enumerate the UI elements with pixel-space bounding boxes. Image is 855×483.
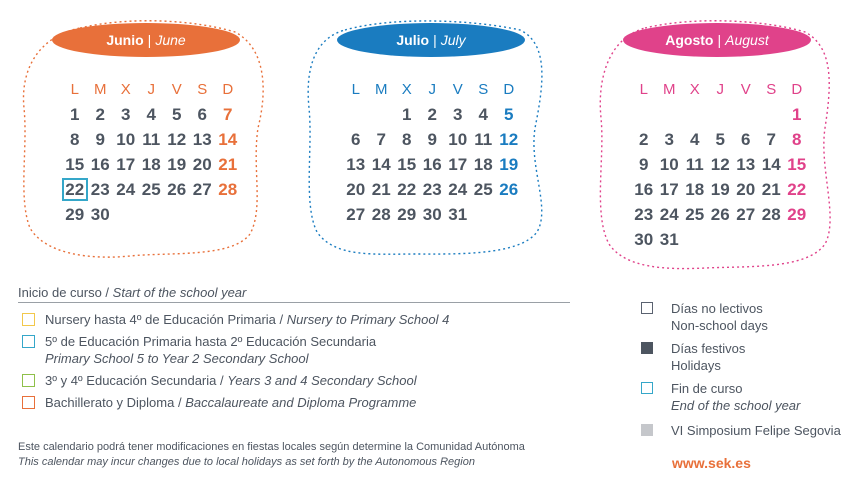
day-cell: 17 xyxy=(116,155,136,174)
day-cell: 9 xyxy=(95,130,105,149)
day-cell: 7 xyxy=(376,130,386,149)
day-cell: 22 xyxy=(787,180,807,199)
day-cell: 5 xyxy=(504,105,514,124)
legend xyxy=(18,285,570,416)
day-cell: 11 xyxy=(685,155,704,174)
empty-cell xyxy=(657,103,683,126)
day-cell: 31 xyxy=(659,230,679,249)
august-grid xyxy=(631,78,810,251)
weekday-header: S xyxy=(766,81,777,98)
day-cell: 15 xyxy=(65,155,85,174)
weekday-header: X xyxy=(401,81,412,98)
day-cell: 27 xyxy=(736,205,756,224)
june-header xyxy=(52,23,240,57)
footnote-en: This calendar may incur changes due to local holidays as set forth by the Autonomous Region xyxy=(18,456,475,468)
day-cell: 10 xyxy=(659,155,679,174)
weekday-header: M xyxy=(375,81,388,98)
day-cell: 19 xyxy=(710,180,730,199)
day-cell: 18 xyxy=(685,180,705,199)
day-cell: 29 xyxy=(787,205,807,224)
july-header xyxy=(337,23,525,57)
day-cell: 23 xyxy=(422,180,442,199)
day-cell: 25 xyxy=(685,205,705,224)
weekday-header: S xyxy=(478,81,489,98)
day-cell: 13 xyxy=(192,130,212,149)
weekday-header: V xyxy=(171,81,182,98)
empty-cell xyxy=(733,103,759,126)
day-cell: 28 xyxy=(218,180,238,199)
day-cell: 2 xyxy=(427,105,437,124)
day-cell: 16 xyxy=(90,155,110,174)
day-cell: 28 xyxy=(761,205,781,224)
empty-cell xyxy=(343,103,369,126)
day-cell: 2 xyxy=(95,105,105,124)
weekday-header: D xyxy=(791,81,803,98)
weekday-header: L xyxy=(70,81,79,98)
day-cell: 27 xyxy=(346,205,366,224)
calendar-july xyxy=(305,18,555,258)
day-cell: 13 xyxy=(346,155,366,174)
weekday-header: J xyxy=(147,81,155,98)
footnote-es: Este calendario podrá tener modificaciones en fiestas locales según determine la Comunidad Autónoma xyxy=(18,441,525,453)
day-type-keys xyxy=(641,300,841,445)
august-sep: | xyxy=(717,32,722,48)
day-cell: 3 xyxy=(664,130,674,149)
yellow-square-icon xyxy=(22,313,35,326)
green-square-icon xyxy=(22,374,35,387)
day-cell: 9 xyxy=(639,155,649,174)
day-cell: 10 xyxy=(448,130,468,149)
day-cell: 17 xyxy=(448,155,468,174)
day-cell: 3 xyxy=(453,105,463,124)
day-cell: 11 xyxy=(474,130,493,149)
day-cell: 16 xyxy=(634,180,654,199)
day-cell: 6 xyxy=(741,130,751,149)
day-cell: 21 xyxy=(218,155,238,174)
legend-item-en: Primary School 5 to Year 2 Secondary School xyxy=(45,351,309,366)
key-en: End of the school year xyxy=(671,398,801,413)
day-cell: 1 xyxy=(792,105,802,124)
key-es: Fin de curso xyxy=(671,381,743,396)
day-cell: 25 xyxy=(141,180,161,199)
footnote xyxy=(18,440,525,470)
day-cell: 26 xyxy=(167,180,187,199)
day-cell: 4 xyxy=(478,105,488,124)
day-cell: 19 xyxy=(499,155,519,174)
day-cell: 8 xyxy=(402,130,412,149)
blue-square-icon xyxy=(22,335,35,348)
orange-square-icon xyxy=(22,396,35,409)
day-cell: 8 xyxy=(70,130,80,149)
june-sep: | xyxy=(147,32,152,48)
blue-outline-square-icon xyxy=(641,382,653,394)
key-end-of-year xyxy=(641,380,841,414)
day-cell: 26 xyxy=(499,180,519,199)
legend-item-es: Nursery hasta 4º de Educación Primaria / xyxy=(45,312,284,327)
legend-title-es: Inicio de curso / xyxy=(18,285,110,300)
june-grid xyxy=(62,78,241,226)
day-cell: 20 xyxy=(192,155,212,174)
day-cell: 30 xyxy=(422,205,442,224)
august-es: Agosto xyxy=(665,32,714,48)
weekday-header: D xyxy=(222,81,234,98)
day-cell: 22 xyxy=(397,180,417,199)
day-cell: 7 xyxy=(223,105,233,124)
day-cell: 5 xyxy=(172,105,182,124)
weekday-header: D xyxy=(503,81,515,98)
calendar-august xyxy=(595,18,845,273)
june-en: June xyxy=(155,32,186,48)
day-cell: 29 xyxy=(65,205,85,224)
day-cell: 29 xyxy=(397,205,417,224)
july-grid xyxy=(343,78,522,226)
august-en: August xyxy=(725,32,769,48)
day-cell: 19 xyxy=(167,155,187,174)
day-cell: 20 xyxy=(736,180,756,199)
day-cell: 5 xyxy=(715,130,725,149)
day-cell: 21 xyxy=(761,180,781,199)
key-es: Días no lectivos xyxy=(671,301,763,316)
day-cell: 14 xyxy=(761,155,781,174)
day-cell: 8 xyxy=(792,130,802,149)
grey-square-icon xyxy=(641,424,653,436)
day-cell: 12 xyxy=(499,130,519,149)
day-cell: 23 xyxy=(634,205,654,224)
day-cell: 31 xyxy=(448,205,468,224)
weekday-header: M xyxy=(94,81,107,98)
day-cell: 11 xyxy=(142,130,161,149)
day-cell: 4 xyxy=(146,105,156,124)
calendar-june xyxy=(20,18,270,258)
july-sep: | xyxy=(433,32,437,48)
day-cell: 10 xyxy=(116,130,136,149)
day-cell: 24 xyxy=(116,180,136,199)
weekday-header: J xyxy=(428,81,436,98)
filled-square-icon xyxy=(641,342,653,354)
key-non-school xyxy=(641,300,841,334)
day-cell: 1 xyxy=(70,105,80,124)
empty-cell xyxy=(708,103,734,126)
day-cell: 12 xyxy=(167,130,187,149)
day-cell: 17 xyxy=(659,180,679,199)
legend-title-en: Start of the school year xyxy=(112,285,247,300)
day-cell: 18 xyxy=(473,155,493,174)
legend-item-en: Nursery to Primary School 4 xyxy=(286,312,450,327)
weekday-header: L xyxy=(351,81,360,98)
key-holidays xyxy=(641,340,841,374)
august-header xyxy=(623,23,811,57)
legend-item-primary5 xyxy=(18,333,570,367)
day-cell: 30 xyxy=(634,230,654,249)
day-cell: 16 xyxy=(422,155,442,174)
website-link[interactable]: www.sek.es xyxy=(672,455,751,471)
day-cell: 6 xyxy=(197,105,207,124)
weekday-header: J xyxy=(716,81,724,98)
day-cell: 27 xyxy=(192,180,212,199)
june-es: Junio xyxy=(106,32,144,48)
legend-item-secondary3 xyxy=(18,372,570,389)
day-cell: 6 xyxy=(351,130,361,149)
key-es: VI Simposium Felipe Segovia xyxy=(671,423,841,438)
weekday-header: X xyxy=(689,81,700,98)
legend-item-es: Bachillerato y Diploma / xyxy=(45,395,182,410)
day-cell: 7 xyxy=(766,130,776,149)
empty-cell xyxy=(759,103,785,126)
day-cell: 4 xyxy=(690,130,700,149)
legend-item-en: Baccalaureate and Diploma Programme xyxy=(185,395,417,410)
empty-cell xyxy=(682,103,708,126)
july-es: Julio xyxy=(396,32,430,48)
day-cell: 9 xyxy=(427,130,437,149)
weekday-header: X xyxy=(120,81,131,98)
legend-item-en: Years 3 and 4 Secondary School xyxy=(227,373,417,388)
weekday-header: V xyxy=(740,81,751,98)
legend-title xyxy=(18,285,570,303)
legend-item-es: 3º y 4º Educación Secundaria / xyxy=(45,373,224,388)
weekday-header: M xyxy=(663,81,676,98)
day-cell: 30 xyxy=(90,205,110,224)
outline-square-icon xyxy=(641,302,653,314)
day-cell: 2 xyxy=(639,130,649,149)
day-cell: 12 xyxy=(710,155,730,174)
empty-cell xyxy=(631,103,657,126)
legend-item-baccalaureate xyxy=(18,394,570,411)
july-en: July xyxy=(440,32,466,48)
day-cell: 24 xyxy=(448,180,468,199)
day-cell: 23 xyxy=(90,180,110,199)
day-cell: 24 xyxy=(659,205,679,224)
legend-item-nursery xyxy=(18,311,570,328)
day-cell: 13 xyxy=(736,155,756,174)
day-cell: 14 xyxy=(218,130,238,149)
day-cell: 21 xyxy=(371,180,391,199)
legend-item-es: 5º de Educación Primaria hasta 2º Educación Secundaria xyxy=(45,334,377,349)
weekday-header: S xyxy=(197,81,208,98)
day-cell: 20 xyxy=(346,180,366,199)
day-cell: 14 xyxy=(371,155,391,174)
empty-cell xyxy=(369,103,395,126)
day-cell: 26 xyxy=(710,205,730,224)
key-es: Días festivos xyxy=(671,341,746,356)
key-en: Holidays xyxy=(671,358,721,373)
day-cell: 3 xyxy=(121,105,131,124)
day-cell: 15 xyxy=(787,155,807,174)
key-en: Non-school days xyxy=(671,318,768,333)
key-symposium xyxy=(641,422,841,439)
day-cell: 25 xyxy=(473,180,493,199)
day-cell: 15 xyxy=(397,155,417,174)
day-cell: 1 xyxy=(402,105,412,124)
day-cell: 28 xyxy=(371,205,391,224)
weekday-header: V xyxy=(452,81,463,98)
day-cell: 18 xyxy=(141,155,161,174)
weekday-header: L xyxy=(639,81,648,98)
day-cell: 22 xyxy=(62,178,88,201)
